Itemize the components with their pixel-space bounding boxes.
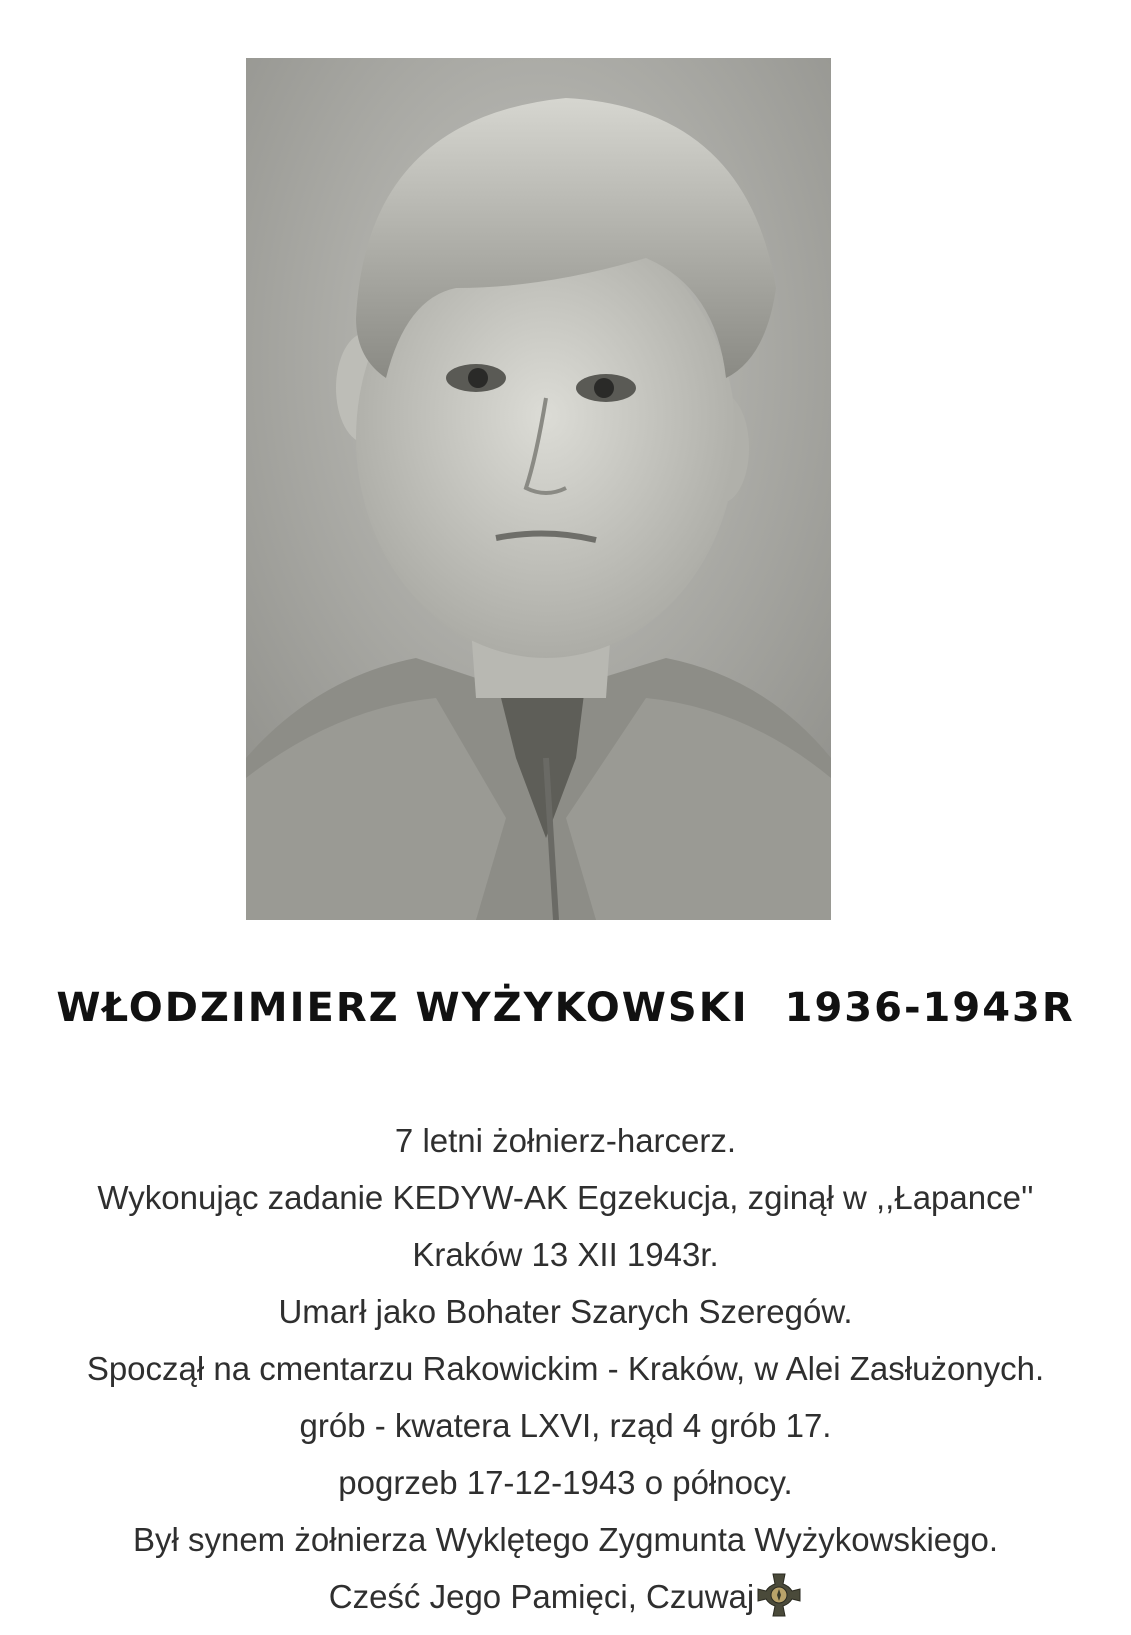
bio-line: Umarł jako Bohater Szarych Szeregów. — [278, 1293, 853, 1330]
bio-line: Spoczął na cmentarzu Rakowickim - Kraków, w Alei Zasłużonych. — [86, 1350, 1045, 1387]
bio-line: grób - kwatera LXVI, rząd 4 grób 17. — [299, 1407, 832, 1444]
bio-line: Był synem żołnierza Wyklętego Zygmunta Wyżykowskiego. — [132, 1521, 999, 1558]
bio-line: pogrzeb 17-12-1943 o północy. — [338, 1464, 793, 1501]
portrait-photo — [246, 58, 831, 920]
portrait-illustration — [246, 58, 831, 920]
bio-line: Kraków 13 XII 1943r. — [412, 1236, 719, 1273]
person-heading — [0, 985, 1131, 1031]
bio-closing-line — [0, 1568, 1131, 1625]
bio-line: Wykonując zadanie KEDYW-AK Egzekucja, zginął w ,,Łapance'' — [97, 1179, 1034, 1216]
person-years: 1936-1943R — [784, 985, 1075, 1031]
bio-line: 7 letni żołnierz-harcerz. — [394, 1122, 737, 1159]
biography — [0, 1112, 1131, 1625]
closing-text: Cześć Jego Pamięci, Czuwaj — [328, 1578, 755, 1615]
person-name: WŁODZIMIERZ WYŻYKOWSKI — [56, 985, 749, 1031]
harcerski-cross-icon — [756, 1572, 802, 1618]
